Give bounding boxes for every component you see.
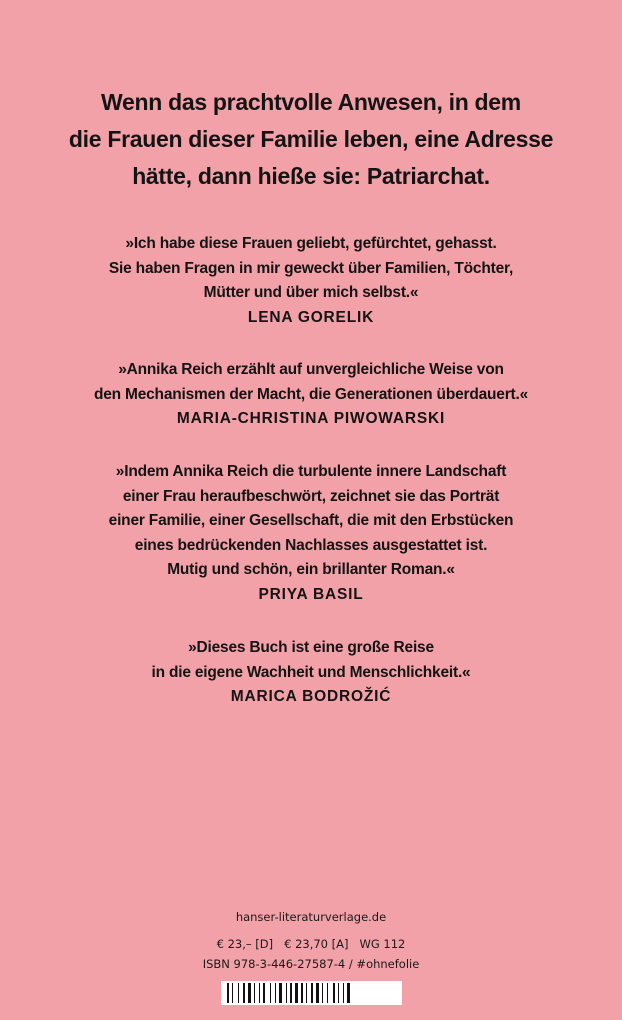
- quote-line: »Indem Annika Reich die turbulente innere Landschaft: [115, 463, 507, 480]
- quote-line: in die eigene Wachheit und Menschlichkeit.«: [151, 663, 471, 681]
- review-quote: [30, 232, 592, 330]
- quote-line: Mutig und schön, ein brillanter Roman.«: [167, 561, 455, 578]
- isbn-line: ISBN 978-3-446-27587-4 / #ohnefolie: [202, 957, 420, 971]
- review-quote: [30, 636, 592, 710]
- quote-line: den Mechanismen der Macht, die Generationen überdauert.«: [93, 385, 529, 403]
- tagline-line: die Frauen dieser Familie leben, eine Adresse: [68, 126, 554, 152]
- tagline-line: hätte, dann hieße sie: Patriarchat.: [132, 163, 490, 189]
- quote-line: einer Frau heraufbeschwört, zeichnet sie das Porträt: [122, 487, 500, 505]
- quote-author: PRIYA BASIL: [258, 585, 364, 603]
- tagline-line: Wenn das prachtvolle Anwesen, in dem: [101, 89, 521, 115]
- quote-author: MARIA-CHRISTINA PIWOWARSKI: [176, 410, 446, 427]
- quote-line: Sie haben Fragen in mir geweckt über Familien, Töchter,: [108, 259, 514, 277]
- tagline: [40, 84, 582, 195]
- review-quote: [30, 460, 592, 607]
- quote-author: LENA GORELIK: [247, 308, 375, 326]
- review-quote: [30, 358, 592, 432]
- quote-line: Mütter und über mich selbst.«: [203, 284, 419, 301]
- quote-line: »Dieses Buch ist eine große Reise: [188, 639, 434, 656]
- quote-line: »Ich habe diese Frauen geliebt, gefürchtet, gehasst.: [125, 235, 497, 252]
- quote-author: MARICA BODROŽIĆ: [230, 688, 392, 705]
- quote-line: einer Familie, einer Gesellschaft, die mit den Erbstücken: [108, 512, 514, 529]
- quote-line: eines bedrückenden Nachlasses ausgestattet ist.: [134, 536, 488, 554]
- quote-line: »Annika Reich erzählt auf unvergleichliche Weise von: [118, 361, 504, 378]
- barcode-icon: [221, 981, 402, 1005]
- price-line: € 23,– [D] € 23,70 [A] WG 112: [216, 937, 406, 951]
- publisher-website[interactable]: hanser-literaturverlage.de: [235, 910, 387, 924]
